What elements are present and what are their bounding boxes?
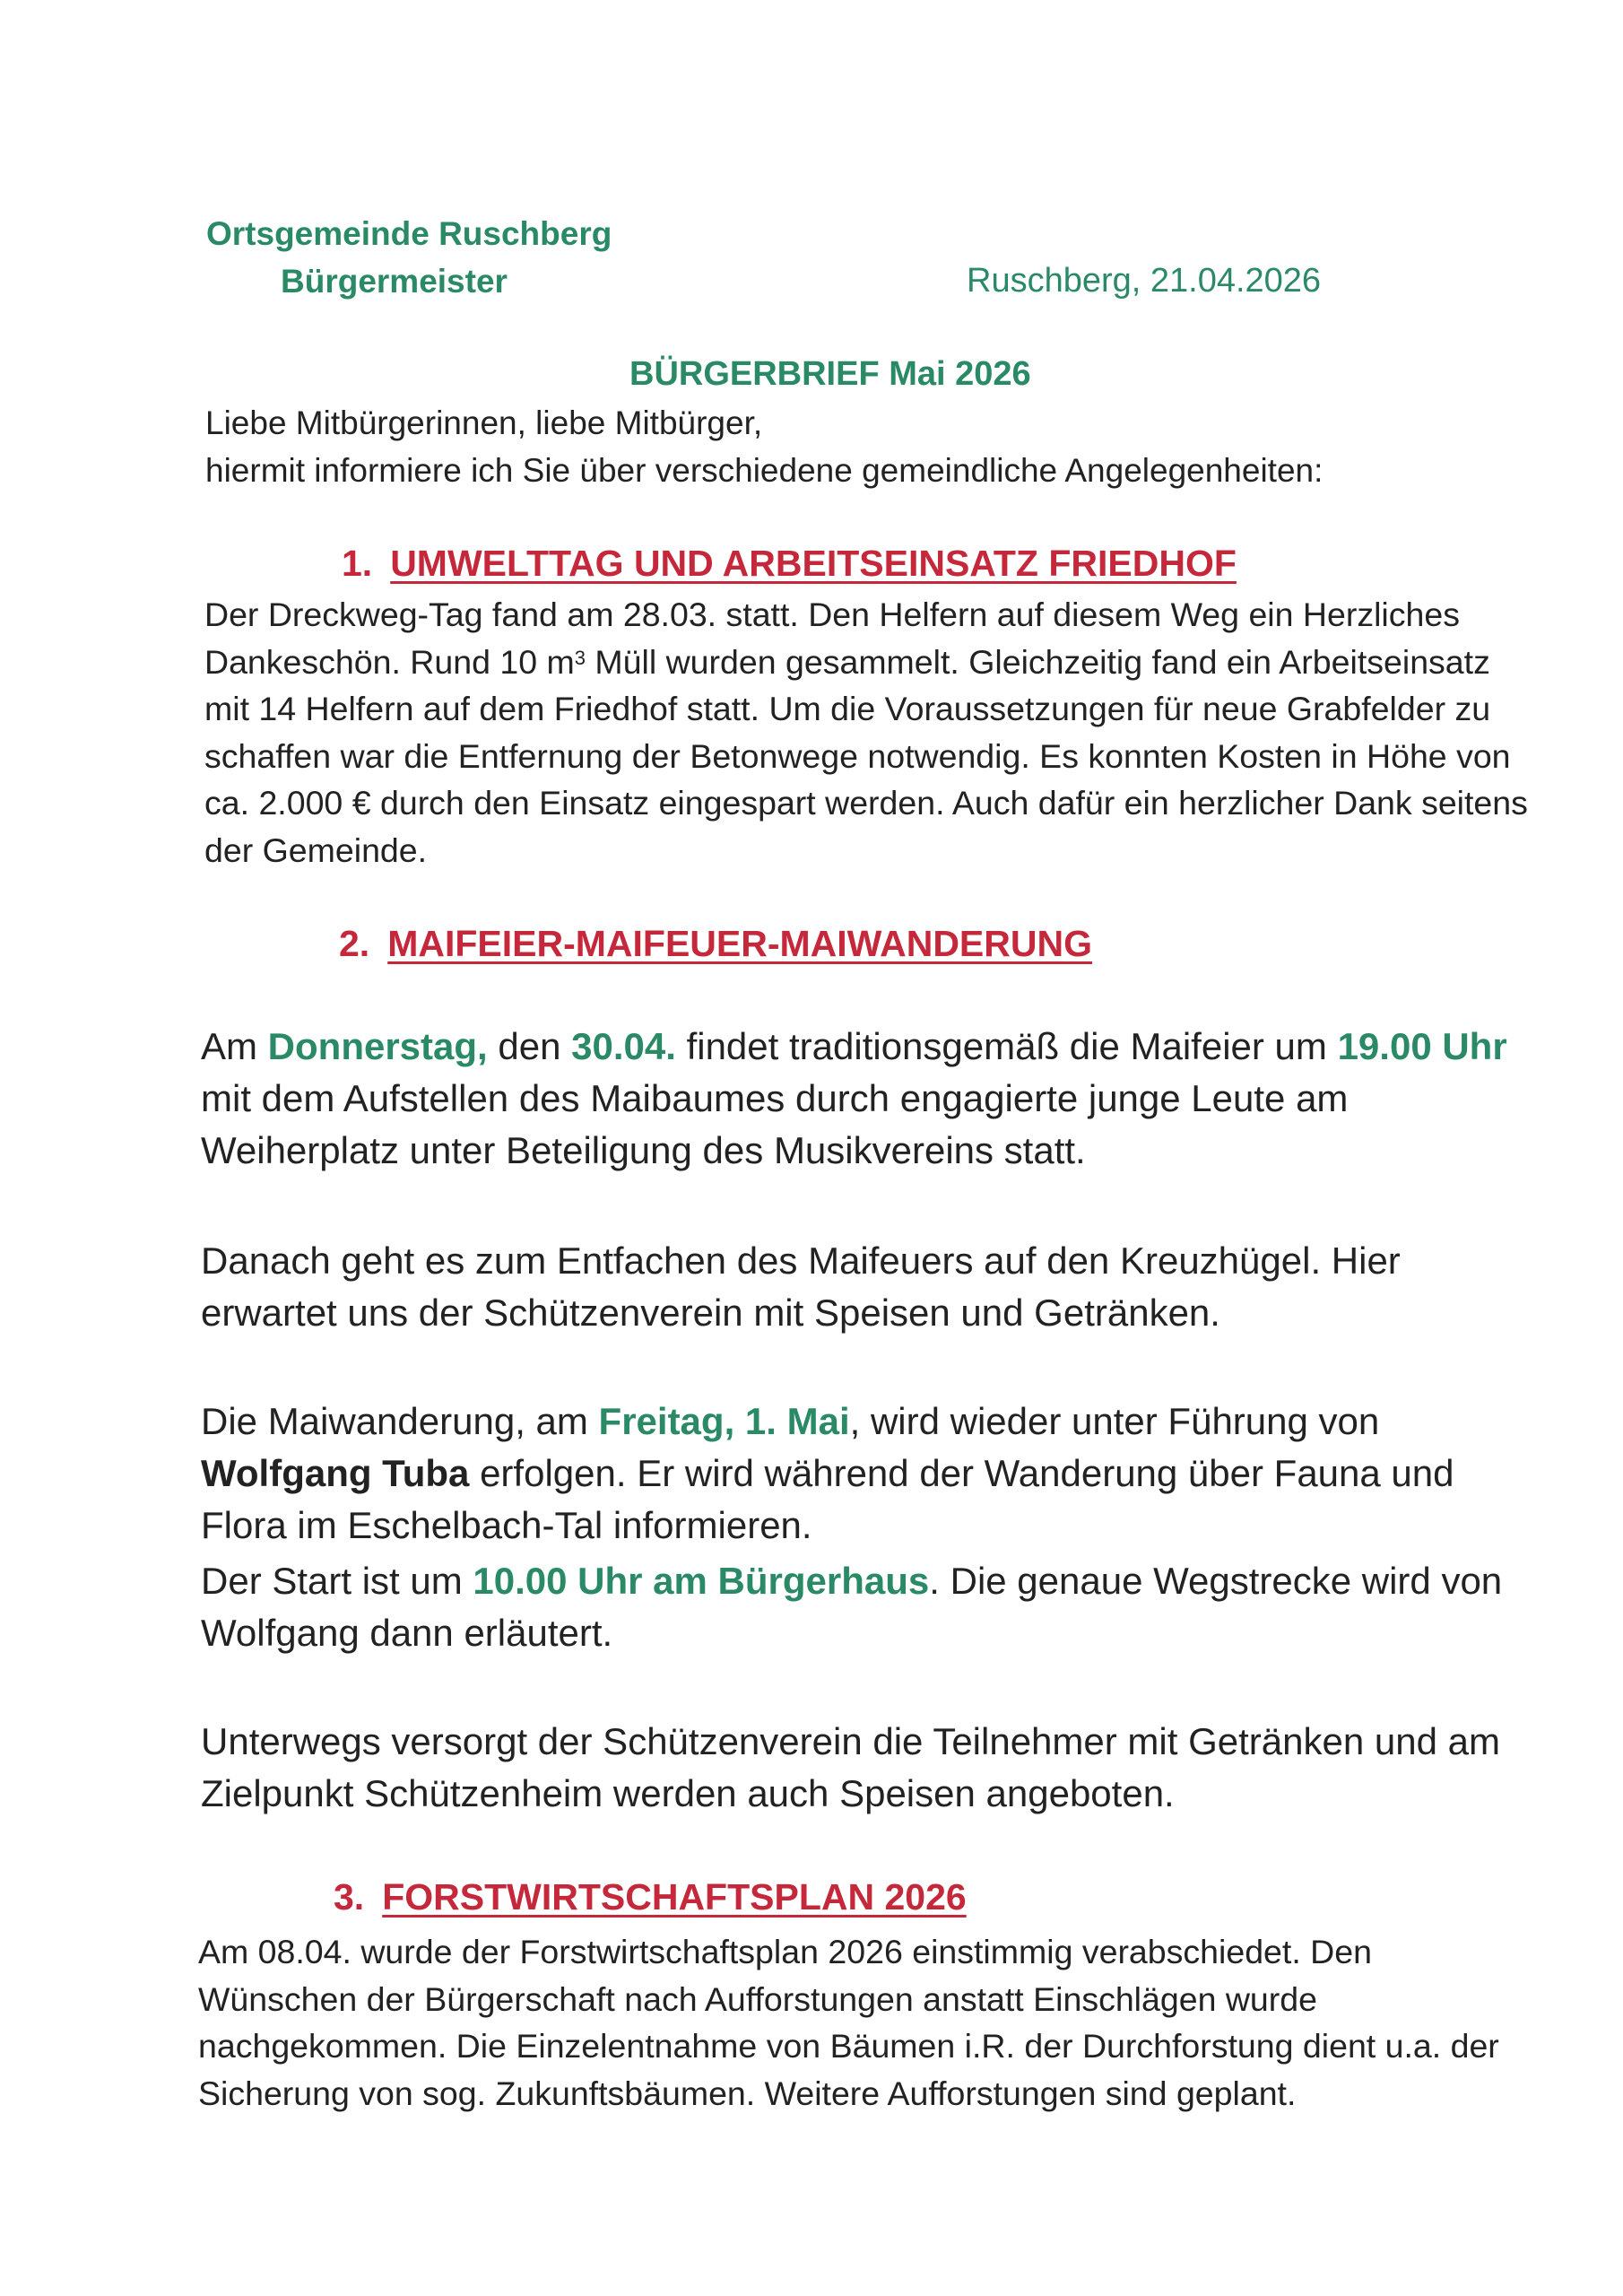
section-1-text-a: Der Dreckweg-Tag fand am 28.03. statt. Den Helfern auf diesem Weg ein Herzliches Dankeschön. Rund 10 m [204, 596, 1460, 681]
highlight-day: Donnerstag, [267, 1025, 488, 1067]
section-1-heading [342, 543, 1237, 585]
guide-name: Wolfgang Tuba [201, 1452, 470, 1494]
section-3-text: Am 08.04. wurde der Forstwirtschaftsplan 2026 einstimmig verabschiedet. Den Wünschen der Bürgerschaft nach Aufforstungen anstatt Einschlägen wurde nachgekommen. Die Einzelentnahme von Bäumen i.R. der Durchforstung dient u.a. der Sicherung von sog. Zukunftsbäumen. Weitere Aufforstungen sind geplant. [198, 1933, 1499, 2112]
section-3-heading [334, 1876, 967, 1918]
intro-text: hiermit informiere ich Sie über verschiedene gemeindliche Angelegenheiten: [205, 452, 1324, 489]
highlight-time: 19.00 Uhr [1337, 1025, 1507, 1067]
verpflegung-paragraph: Unterwegs versorgt der Schützenverein die Teilnehmer mit Getränken und am Zielpunkt Schützenheim werden auch Speisen angeboten. [201, 1720, 1500, 1814]
organization-name: Ortsgemeinde Ruschberg [206, 215, 612, 252]
section-1-text [204, 591, 1532, 874]
intro-block [205, 399, 1323, 494]
text: Der Start ist um [201, 1560, 473, 1602]
highlight-date: Freitag, 1. Mai [598, 1400, 850, 1442]
text: den [487, 1025, 572, 1067]
cubic-superscript: 3 [574, 646, 586, 669]
highlight-start: 10.00 Uhr am Bürgerhaus [473, 1560, 930, 1602]
section-2-heading [339, 923, 1092, 965]
text: erfolgen. Er wird während der Wanderung über Fauna und Flora im Eschelbach-Tal informieren. [201, 1452, 1454, 1546]
mayor-title: Bürgermeister [281, 263, 508, 300]
section-3-title: FORSTWIRTSCHAFTSPLAN 2026 [382, 1876, 967, 1918]
place-date: Ruschberg, 21.04.2026 [967, 262, 1322, 300]
document-title: BÜRGERBRIEF Mai 2026 [629, 355, 1031, 393]
maiwanderung-paragraph [201, 1396, 1546, 1552]
section-2-number: 2. [339, 923, 370, 964]
section-1-title: UMWELTTAG UND ARBEITSEINSATZ FRIEDHOF [390, 543, 1237, 584]
text: Am [201, 1025, 268, 1067]
maifeier-paragraph [201, 1021, 1546, 1177]
text: . Die genaue Wegstrecke wird von Wolfgang dann erläutert. [201, 1560, 1503, 1654]
start-paragraph [201, 1555, 1546, 1659]
section-2-title: MAIFEIER-MAIFEUER-MAIWANDERUNG [387, 923, 1092, 964]
text: mit dem Aufstellen des Maibaumes durch engagierte junge Leute am Weiherplatz unter Beteiligung des Musikvereins statt. [201, 1077, 1349, 1171]
highlight-date: 30.04. [571, 1025, 676, 1067]
salutation: Liebe Mitbürgerinnen, liebe Mitbürger, [205, 404, 763, 441]
text: findet traditionsgemäß die Maifeier um [675, 1025, 1338, 1067]
section-3-number: 3. [334, 1876, 365, 1918]
section-1-text-b: Müll wurden gesammelt. Gleichzeitig fand ein Arbeitseinsatz mit 14 Helfern auf dem Friedhof statt. Um die Voraussetzungen für neue Grabfelder zu schaffen war die Entfernung der Betonwege notwendig. Es konnten Kosten in Höhe von ca. 2.000 € durch den Einsatz eingespart werden. Auch dafür ein herzlicher Dank seitens der Gemeinde. [204, 642, 1528, 869]
section-1-number: 1. [342, 543, 373, 584]
text: , wird wieder unter Führung von [849, 1400, 1380, 1442]
maifeuer-paragraph: Danach geht es zum Entfachen des Maifeuers auf den Kreuzhügel. Hier erwartet uns der Schützenverein mit Speisen und Getränken. [201, 1239, 1401, 1334]
text: Die Maiwanderung, am [201, 1400, 599, 1442]
